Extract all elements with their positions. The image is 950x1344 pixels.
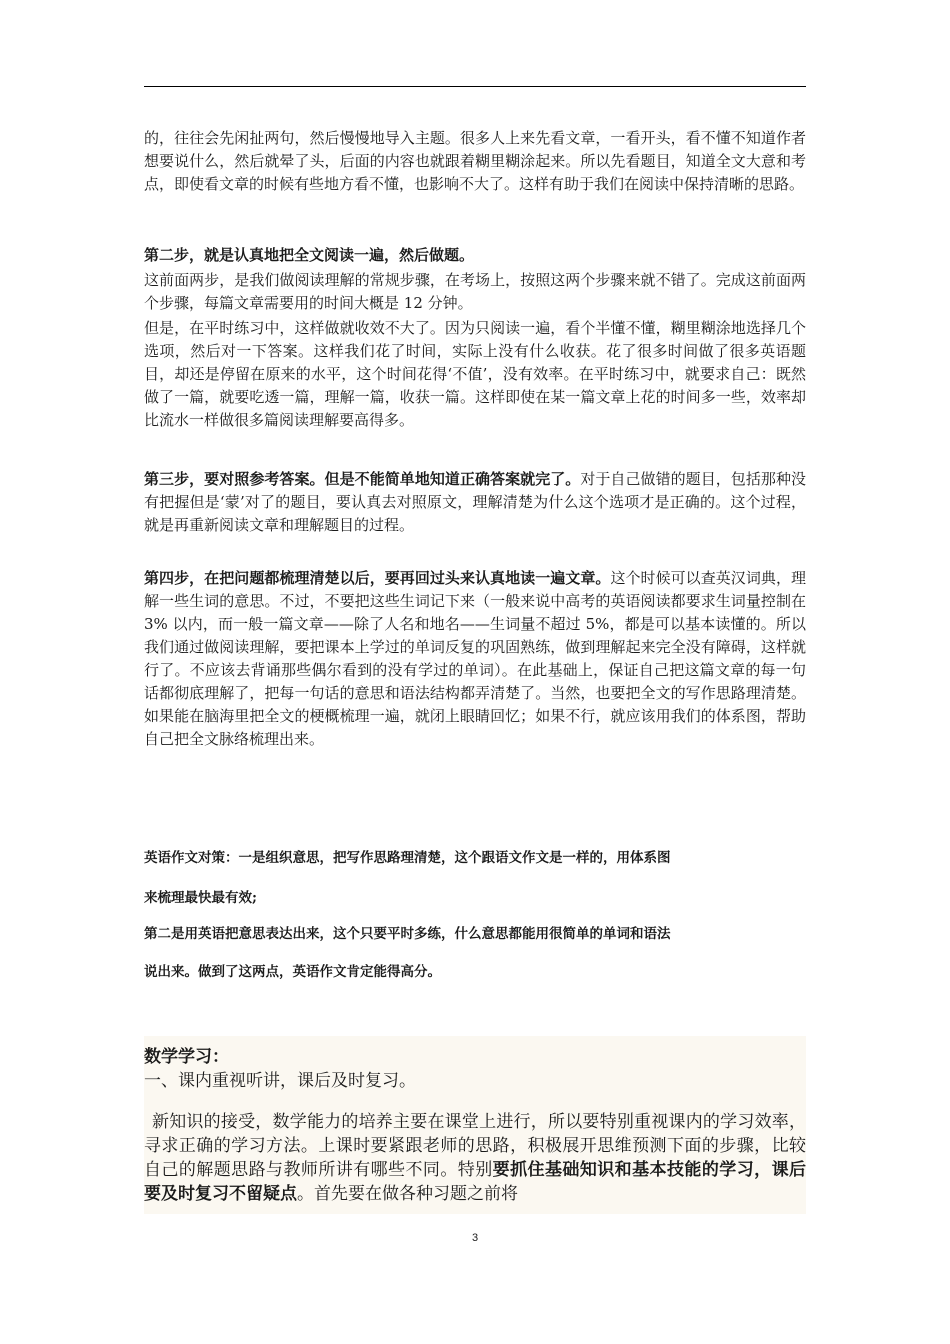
math-title: 数学学习： <box>144 1047 229 1067</box>
step2-paragraph-2: 但是，在平时练习中，这样做就收效不大了。因为只阅读一遍，看个半懂不懂，糊里糊涂地选择几个选项，然后对一下答案。这样我们花了时间，实际上没有什么收获。花了很多时间做了很多英语题目，却还是停留在原来的水平，这个时间花得‘不值’，没有效率。在平时练习中，就要求自己：既然做了一篇，就要吃透一篇，理解一篇，收获一篇。这样即使在某一篇文章上花的时间多一些，效率却比流水一样做很多篇阅读理解要高得多。 <box>144 319 806 429</box>
step4-text: 这个时候可以查英汉词典，理解一些生词的意思。不过，不要把这些生词记下来（一般来说中高考的英语阅读都要求生词量控制在 3% 以内，而一般一篇文章——除了人名和地名——生词量不超过 5%，都是可以基本读懂的。所以我们通过做阅读理解，要把课本上学过的单词反复的巩固熟练，做到理解起来完全没有障碍，这样就行了。不应该去背诵那些偶尔看到的没有学过的单词）。在此基础上，保证自己把这篇文章的每一句话都彻底理解了，把每一句话的意思和语法结构都弄清楚了。当然，也要把全文的写作思路理清楚。如果能在脑海里把全文的梗概梳理一遍，就闭上眼睛回忆；如果不行，就应该用我们的体系图，帮助自己把全文脉络梳理出来。 <box>144 569 806 748</box>
math-subtitle: 一、课内重视听讲，课后及时复习。 <box>144 1071 416 1091</box>
step2-heading: 第二步，就是认真地把全文阅读一遍，然后做题。 <box>144 246 475 264</box>
english-writing-line-4: 说出来。做到了这两点，英语作文肯定能得高分。 <box>144 964 441 980</box>
step4-heading: 第四步，在把问题都梳理清楚以后，要再回过头来认真地读一遍文章。 <box>144 569 611 587</box>
paragraph-intro: 的，往往会先闲扯两句，然后慢慢地导入主题。很多人上来先看文章，一看开头，看不懂不知道作者想要说什么，然后就晕了头，后面的内容也就跟着糊里糊涂起来。所以先看题目，知道全文大意和考点，即使看文章的时候有些地方看不懂，也影响不大了。这样有助于我们在阅读中保持清晰的思路。 <box>144 129 806 193</box>
math-text-2: 。首先要在做各种习题之前将 <box>297 1184 518 1204</box>
english-writing-line-2: 来梳理最快最有效; <box>144 890 257 906</box>
step3-paragraph <box>144 468 806 537</box>
step4-paragraph <box>144 567 806 751</box>
header-rule <box>144 86 806 87</box>
math-bold-text: 要抓住基础知识和基本技能的学习，课后要及时复习不留疑点 <box>144 1160 807 1204</box>
step2-paragraph-1: 这前面两步，是我们做阅读理解的常规步骤，在考场上，按照这两个步骤来就不错了。完成这前面两个步骤，每篇文章需要用的时间大概是 12 分钟。 <box>144 271 806 312</box>
step3-text: 对于自己做错的题目，包括那种没有把握但是‘蒙’对了的题目，要认真去对照原文，理解清楚为什么这个选项才是正确的。这个过程，就是再重新阅读文章和理解题目的过程。 <box>144 470 806 534</box>
english-writing-line-3: 第二是用英语把意思表达出来，这个只要平时多练，什么意思都能用很简单的单词和语法 <box>144 926 671 942</box>
math-text-1: 新知识的接受，数学能力的培养主要在课堂上进行，所以要特别重视课内的学习效率，寻求正确的学习方法。上课时要紧跟老师的思路，积极展开思维预测下面的步骤，比较自己的解题思路与教师所讲有哪些不同。特别 <box>144 1112 806 1180</box>
english-writing-line-1: 英语作文对策：一是组织意思，把写作思路理清楚，这个跟语文作文是一样的，用体系图 <box>144 850 671 866</box>
step3-heading: 第三步，要对照参考答案。但是不能简单地知道正确答案就完了。 <box>144 470 581 488</box>
page-number: 3 <box>471 1232 479 1244</box>
math-paragraph <box>144 1110 806 1206</box>
